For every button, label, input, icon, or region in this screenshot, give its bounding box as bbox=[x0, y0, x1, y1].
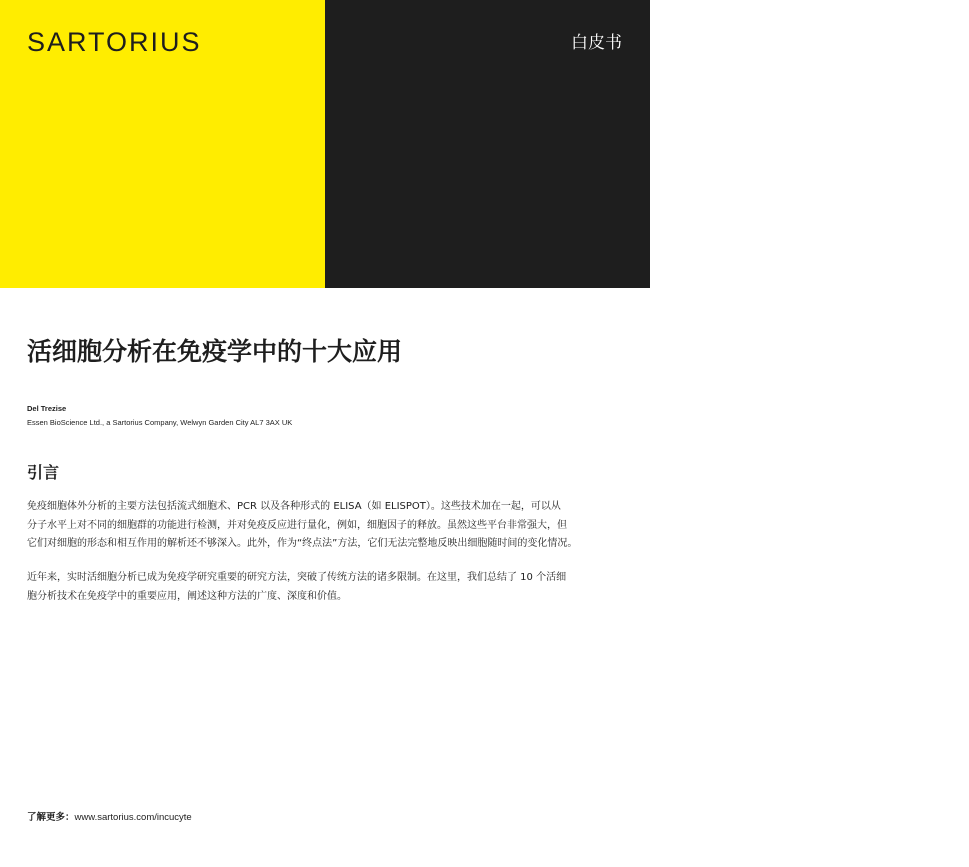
paragraph-line: 近年来，实时活细胞分析已成为免疫学研究重要的研究方法，突破了传统方法的诸多限制。在这里，我们总结了 10 个活细 bbox=[27, 572, 567, 583]
paragraph-line: 分子水平上对不同的细胞群的功能进行检测，并对免疫反应进行量化，例如，细胞因子的释放。虽然这些平台非常强大，但 bbox=[27, 519, 567, 531]
keywords-line: 免疫学、活细胞分析、免疫分型，NETosis，吞噬作用， bbox=[679, 231, 927, 242]
footer-learn-more bbox=[27, 811, 192, 825]
keywords-title: 关键词或短语： bbox=[679, 215, 753, 227]
author-name: Del Trezise bbox=[27, 404, 67, 413]
header-dark-panel bbox=[325, 0, 927, 288]
intro-paragraph bbox=[27, 498, 627, 554]
paragraph-line: 它们对细胞的形态和相互作用的解析还不够深入。此外，作为“终点法”方法，它们无法完整地反映出细胞随时间的变化情况。 bbox=[27, 538, 578, 549]
logo-text: SARTORIUS bbox=[27, 27, 202, 57]
section-heading-introduction: 引言 bbox=[27, 463, 60, 482]
website-link[interactable]: www.sartorius.com/incucyte bbox=[74, 812, 192, 823]
learn-more-label: 了解更多： bbox=[27, 812, 75, 823]
intro-paragraph bbox=[27, 569, 627, 606]
keywords-block bbox=[679, 214, 969, 262]
paragraph-line: 免疫细胞体外分析的主要方法包括流式细胞术、PCR 以及各种形式的 ELISA（如 ELISPOT）。这些技术加在一起，可以从 bbox=[27, 501, 561, 512]
author-affiliation: Essen BioScience Ltd., a Sartorius Company, Welwyn Garden City AL7 3AX UK bbox=[27, 418, 293, 427]
sartorius-logo bbox=[27, 27, 202, 57]
header-yellow-panel bbox=[0, 0, 325, 288]
document-type-label: 白皮书 bbox=[571, 33, 622, 53]
keywords-line: 免疫细胞杀伤，抗体内化，巨噬细胞，T 细胞 bbox=[679, 248, 879, 259]
header-banner bbox=[0, 0, 927, 288]
paragraph-line: 胞分析技术在免疫学中的重要应用，阐述这种方法的广度、深度和价值。 bbox=[27, 590, 347, 602]
document-title: 活细胞分析在免疫学中的十大应用 bbox=[27, 337, 403, 366]
